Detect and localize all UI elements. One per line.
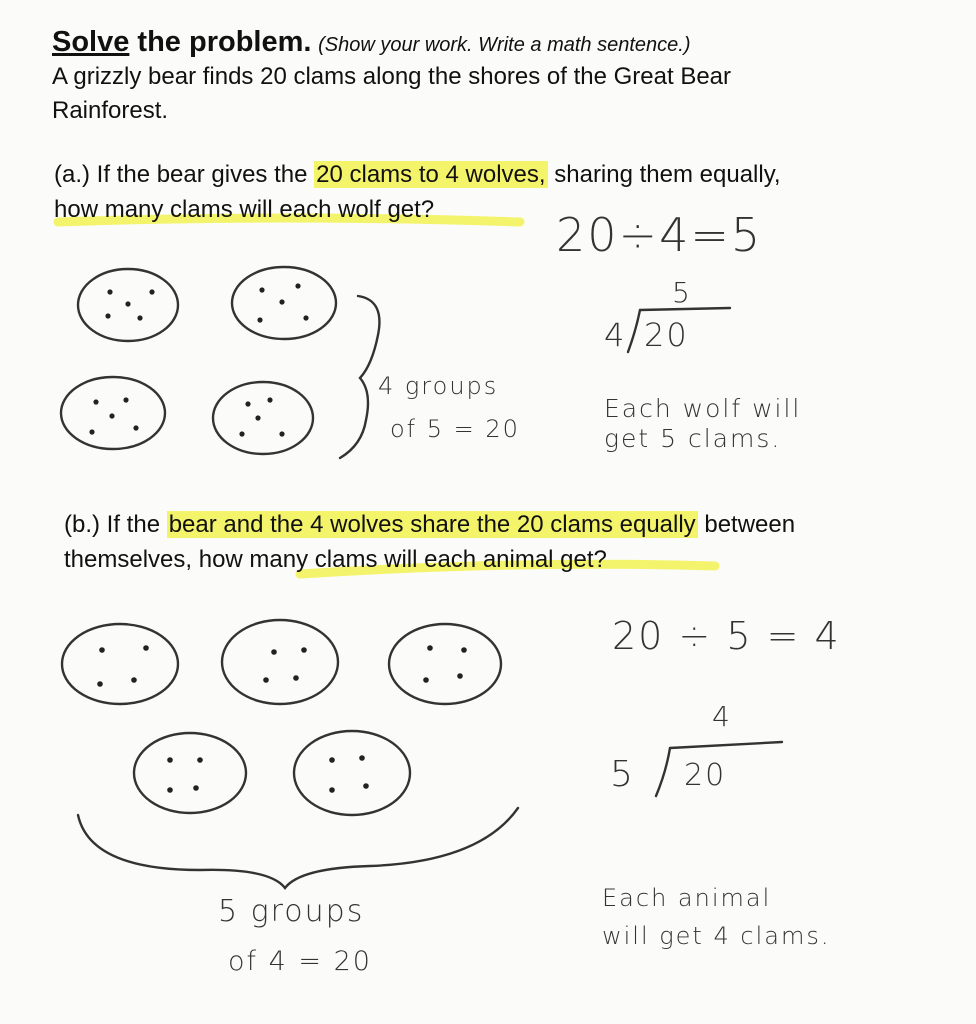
groups-b-line-2: of 4 = 20 bbox=[228, 946, 372, 977]
clam-group-circle bbox=[213, 382, 313, 454]
long-division-b-divisor: 5 bbox=[610, 754, 635, 795]
question-b-highlight: bear and the 4 wolves share the 20 clams equally bbox=[168, 511, 696, 538]
long-division-b-dividend: 20 bbox=[684, 758, 727, 793]
answer-b-line-2: will get 4 clams. bbox=[602, 922, 831, 950]
answer-a-line-1: Each wolf will bbox=[604, 394, 802, 423]
title-solve: Solve bbox=[52, 26, 130, 58]
long-division-a-divisor: 4 bbox=[604, 316, 627, 354]
clam-group-circle bbox=[61, 377, 165, 449]
question-a-line-2: how many clams will each wolf get? bbox=[54, 196, 435, 223]
groups-a-line-2: of 5 = 20 bbox=[390, 415, 520, 443]
long-division-b-quotient: 4 bbox=[712, 700, 732, 733]
clam-group-circle bbox=[294, 731, 410, 815]
brace-b bbox=[78, 808, 518, 888]
answer-b-line-1: Each animal bbox=[602, 884, 772, 912]
clam-group-circle bbox=[134, 733, 246, 813]
question-a-pre: (a.) If the bear gives the bbox=[54, 161, 315, 188]
question-b-pre: (b.) If the bbox=[64, 511, 167, 538]
brace-a bbox=[340, 296, 379, 458]
intro-line-2: Rainforest. bbox=[52, 97, 169, 124]
question-a-post: sharing them equally, bbox=[547, 161, 781, 188]
clam-group-circle bbox=[222, 620, 338, 704]
question-a-highlight: 20 clams to 4 wolves, bbox=[316, 161, 546, 188]
question-b-line-2: themselves, how many clams will each animal get? bbox=[64, 546, 607, 573]
clam-dots bbox=[89, 283, 466, 792]
clam-group-circle bbox=[389, 624, 501, 704]
title-rest: the problem. bbox=[129, 26, 312, 58]
answer-a-line-2: get 5 clams. bbox=[604, 424, 782, 453]
long-division-a-quotient: 5 bbox=[672, 276, 692, 309]
equation-a: 20÷4=5 bbox=[556, 208, 763, 262]
intro-line-1: A grizzly bear finds 20 clams along the shores of the Great Bear bbox=[52, 63, 732, 90]
groups-a-line-1: 4 groups bbox=[378, 372, 499, 400]
groups-b-line-1: 5 groups bbox=[218, 894, 365, 929]
instructions: (Show your work. Write a math sentence.) bbox=[318, 34, 691, 56]
long-division-a-dividend: 20 bbox=[644, 316, 689, 354]
division-bar-a bbox=[640, 308, 730, 310]
equation-b: 20 ÷ 5 = 4 bbox=[612, 614, 841, 658]
division-bar-b bbox=[670, 742, 782, 748]
question-b-post: between bbox=[697, 511, 796, 538]
division-bracket-a bbox=[628, 310, 640, 352]
division-bracket-b bbox=[656, 748, 670, 796]
clam-group-circle bbox=[62, 624, 178, 704]
